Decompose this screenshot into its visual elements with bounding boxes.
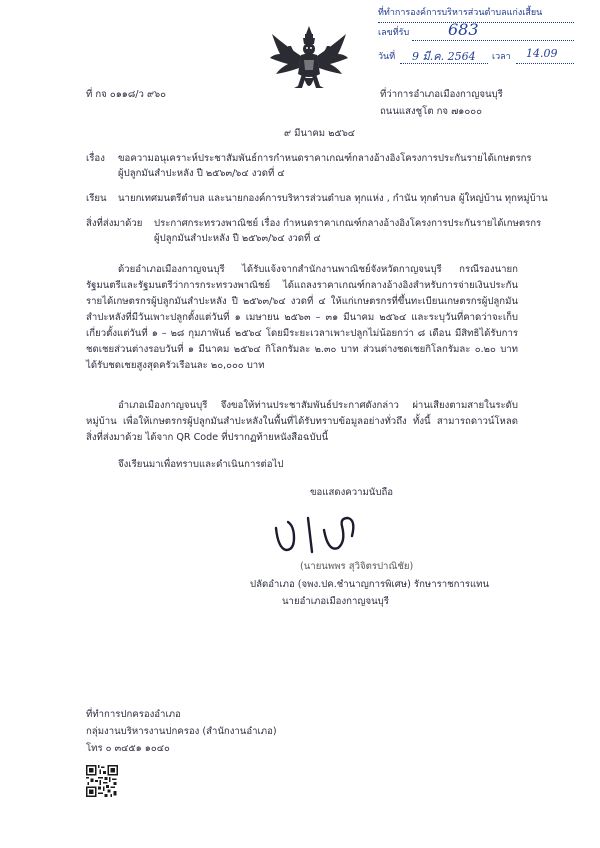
stamp-receipt-line bbox=[412, 39, 574, 41]
closing-salutation: ขอแสดงความนับถือ bbox=[310, 487, 394, 498]
signatory-name: (นายนพพร สุวิจิตรปาณิชัย) bbox=[300, 561, 414, 572]
enclosure-line-2: ผู้ปลูกมันสำปะหลัง ปี ๒๕๖๓/๖๔ งวดที่ ๔ bbox=[154, 233, 321, 244]
stamp-date-value: 9 มี.ค. 2564 bbox=[412, 50, 476, 63]
body-paragraph-1: ด้วยอำเภอเมืองกาญจนบุรี ได้รับแจ้งจากสำนักงานพาณิชย์จังหวัดกาญจนบุรี กรณีรองนายกรัฐมนตรีและรัฐมนตรีว่าการกระทรวงพาณิชย์ ได้แถลงราคาเกณฑ์กลางอ้างอิงสำหรับการจ่ายเงินประกันรายได้เกษตรกรผู้ปลูกมันสำปะหลัง ปี ๒๕๖๓/๖๔ งวดที่ ๔ ให้แก่เกษตรกรที่ขึ้นทะเบียนเกษตรกรผู้ปลูกมันสำปะหลังที่มีวันเพาะปลูกตั้งแต่วันที่ ๑ เมษายน ๒๕๖๓ – ๓๑ มีนาคม ๒๕๖๔ และระบุวันที่คาดว่าจะเก็บเกี่ยวตั้งแต่วันที่ ๑ – ๒๘ กุมภาพันธ์ ๒๕๖๔ โดยมีระยะเวลาเพาะปลูกไม่น้อยกว่า ๘ เดือน มีสิทธิได้รับการชดเชยส่วนต่างรอบวันที่ ๑ มีนาคม ๒๕๖๔ กิโลกรัมละ ๒.๓๐ บาท ส่วนต่างชดเชยกิโลกรัมละ ๐.๒๐ บาท ได้รับชดเชยสูงสุดครัวเรือนละ ๒๐,๐๐๐ บาท bbox=[86, 264, 518, 371]
enclosure-label: สิ่งที่ส่งมาด้วย bbox=[86, 218, 143, 229]
stamp-receipt-number: 683 bbox=[448, 20, 479, 39]
signatory-position-1: ปลัดอำเภอ (จพง.ปค.ชำนาญการพิเศษ) รักษาราชการแทน bbox=[250, 579, 490, 590]
subject-line-1: ขอความอนุเคราะห์ประชาสัมพันธ์การกำหนดราคาเกณฑ์กลางอ้างอิงโครงการประกันรายได้เกษตรกร bbox=[118, 153, 532, 164]
document-number: ที่ กจ ๐๑๑๘/ว ๙๖๐ bbox=[86, 89, 166, 100]
recipient-text: นายกเทศมนตรีตำบล และนายกองค์การบริหารส่วนตำบล ทุกแห่ง , กำนัน ทุกตำบล ผู้ใหญ่บ้าน ทุกหมู่บ้าน bbox=[118, 193, 548, 204]
footer-group: กลุ่มงานบริหารงานปกครอง (สำนักงานอำเภอ) bbox=[86, 726, 277, 737]
body-paragraph-2: อำเภอเมืองกาญจนบุรี จึงขอให้ท่านประชาสัมพันธ์ประกาศดังกล่าว ผ่านเสียงตามสายในระดับหมู่บ้าน เพื่อให้เกษตรกรผู้ปลูกมันสำปะหลังในพื้นที่ได้รับทราบข้อมูลอย่างทั่วถึง ทั้งนี้ สามารถดาวน์โหลดสิ่งที่ส่งมาด้วย ได้จาก QR Code ที่ปรากฏท้ายหนังสือฉบับนี้ bbox=[86, 400, 518, 443]
signature-icon bbox=[268, 508, 388, 556]
subject-line-2: ผู้ปลูกมันสำปะหลัง ปี ๒๕๖๓/๖๔ งวดที่ ๔ bbox=[118, 168, 285, 179]
stamp-time-line bbox=[516, 62, 574, 64]
garuda-emblem-icon bbox=[268, 24, 350, 98]
receipt-stamp bbox=[378, 6, 574, 78]
footer-office: ที่ทำการปกครองอำเภอ bbox=[86, 709, 181, 720]
subject-label: เรื่อง bbox=[86, 153, 105, 164]
stamp-date-label: วันที่ bbox=[378, 52, 396, 62]
body-paragraph-3: จึงเรียนมาเพื่อทราบและดำเนินการต่อไป bbox=[118, 459, 284, 470]
stamp-receipt-label: เลขที่รับ bbox=[378, 28, 410, 38]
enclosure-line-1: ประกาศกระทรวงพาณิชย์ เรื่อง กำหนดราคาเกณฑ์กลางอ้างอิงโครงการประกันรายได้เกษตรกร bbox=[154, 218, 542, 229]
footer-phone: โทร ๐ ๓๔๕๑ ๑๐๔๐ bbox=[86, 743, 170, 754]
signatory-position-2: นายอำเภอเมืองกาญจนบุรี bbox=[282, 596, 389, 607]
qr-code-icon[interactable] bbox=[86, 765, 118, 797]
recipient-label: เรียน bbox=[86, 193, 107, 204]
stamp-time-value: 14.09 bbox=[526, 47, 558, 60]
document-date: ๙ มีนาคม ๒๕๖๔ bbox=[284, 128, 356, 139]
office-street: ถนนแสงชูโต กจ ๗๑๐๐๐ bbox=[380, 106, 482, 117]
issuing-office: ที่ว่าการอำเภอเมืองกาญจนบุรี bbox=[380, 89, 503, 100]
stamp-office: ที่ทำการองค์การบริหารส่วนตำบลแก่งเสี้ยน bbox=[378, 8, 543, 18]
stamp-time-label: เวลา bbox=[492, 52, 511, 62]
